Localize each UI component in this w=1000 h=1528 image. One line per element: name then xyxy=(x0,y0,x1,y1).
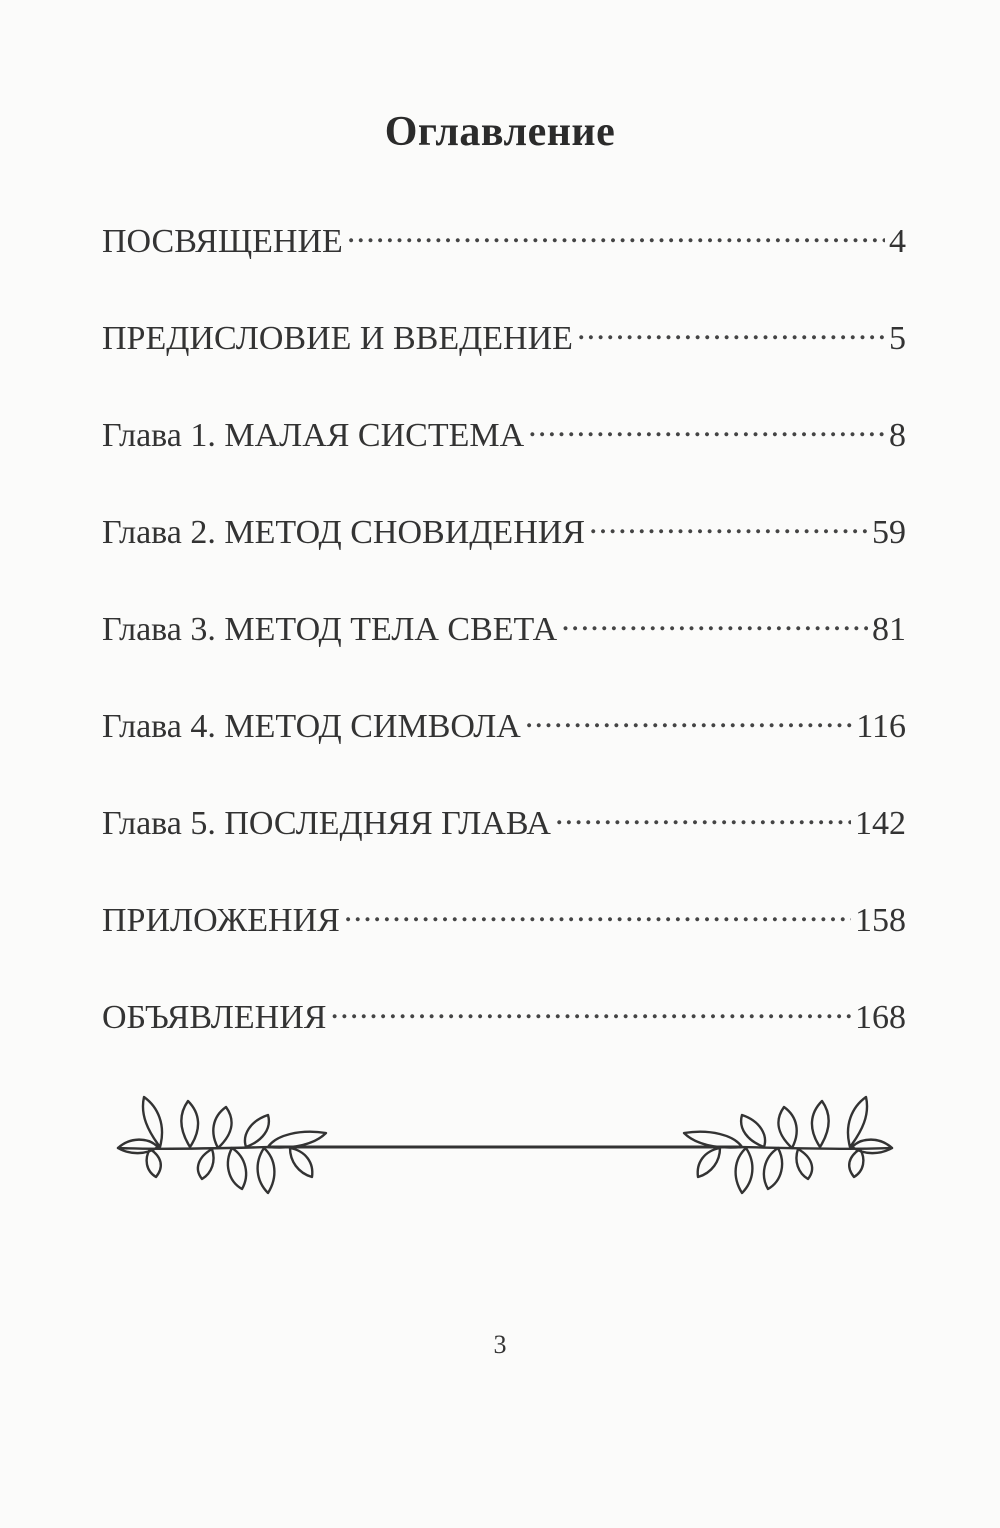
toc-leader-dots xyxy=(525,697,852,737)
toc-entry-label: Глава 3. МЕТОД ТЕЛА СВЕТА xyxy=(102,611,558,648)
toc-entry xyxy=(102,600,906,697)
toc-entry-label: Глава 2. МЕТОД СНОВИДЕНИЯ xyxy=(102,514,585,551)
toc-leader-dots xyxy=(589,503,868,543)
toc-leader-dots xyxy=(555,794,851,834)
toc-entry xyxy=(102,697,906,794)
page-title: Оглавление xyxy=(384,109,616,155)
toc-entry-page: 142 xyxy=(855,805,906,842)
toc-entry-page: 168 xyxy=(855,999,906,1036)
toc-leader-dots xyxy=(577,309,885,349)
toc-entry-label: ПОСВЯЩЕНИЕ xyxy=(102,223,343,260)
laurel-branch-divider-icon xyxy=(100,1085,910,1205)
toc-entry-page: 5 xyxy=(889,320,906,357)
toc-entry-label: Глава 4. МЕТОД СИМВОЛА xyxy=(102,708,521,745)
toc-leader-dots xyxy=(344,891,851,931)
toc-entry xyxy=(102,794,906,891)
toc-entry xyxy=(102,988,906,1085)
page-number: 3 xyxy=(493,1330,507,1359)
toc-entry-label: ОБЪЯВЛЕНИЯ xyxy=(102,999,327,1036)
table-of-contents xyxy=(102,212,906,1085)
toc-leader-dots xyxy=(561,600,868,640)
toc-entry xyxy=(102,212,906,309)
toc-entry-label: Глава 5. ПОСЛЕДНЯЯ ГЛАВА xyxy=(102,805,551,842)
toc-entry-page: 8 xyxy=(889,417,906,454)
toc-entry-page: 116 xyxy=(856,708,906,745)
toc-entry-label: ПРИЛОЖЕНИЯ xyxy=(102,902,340,939)
toc-entry-page: 4 xyxy=(889,223,906,260)
toc-entry-page: 158 xyxy=(855,902,906,939)
toc-leader-dots xyxy=(347,212,885,252)
toc-entry-label: ПРЕДИСЛОВИЕ И ВВЕДЕНИЕ xyxy=(102,320,573,357)
toc-entry xyxy=(102,891,906,988)
toc-leader-dots xyxy=(528,406,885,446)
toc-entry-page: 59 xyxy=(872,514,906,551)
toc-entry-page: 81 xyxy=(872,611,906,648)
toc-leader-dots xyxy=(330,988,851,1028)
toc-entry xyxy=(102,309,906,406)
toc-entry xyxy=(102,406,906,503)
toc-entry-label: Глава 1. МАЛАЯ СИСТЕМА xyxy=(102,417,525,454)
toc-entry xyxy=(102,503,906,600)
